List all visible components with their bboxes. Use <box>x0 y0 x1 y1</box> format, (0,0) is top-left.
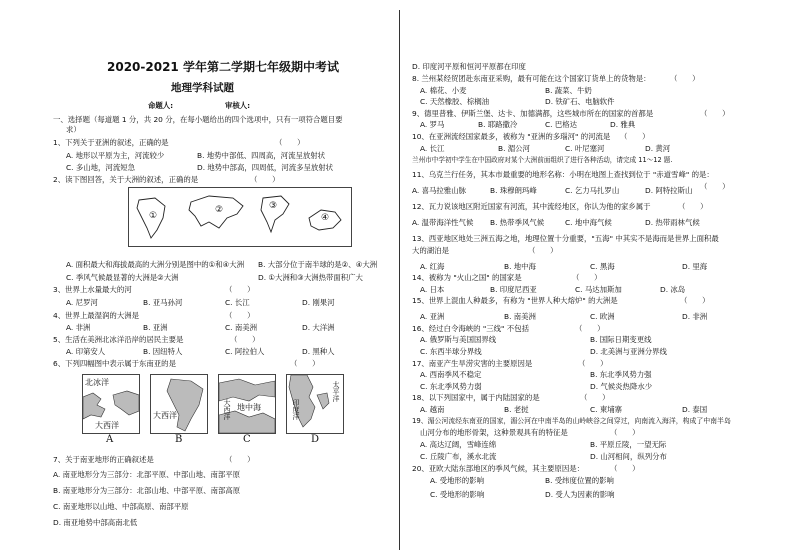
section1-instructions-2: 求） <box>66 125 81 134</box>
q4-option-b: B. 亚洲 <box>143 323 168 332</box>
q10-option-d: D. 黄河 <box>645 144 671 153</box>
q7-option-c: C. 南亚地形以山地、中部高原、南部平原 <box>53 502 189 511</box>
map-letter-c: C <box>243 434 251 445</box>
q9-stem: 9、德里普雅、伊斯兰堡、达卡、加德满都，这些城市所在的国家的首都是 <box>412 109 654 118</box>
q10-paren: （ ） <box>620 132 650 141</box>
q9-option-b: B. 耶路撒冷 <box>478 120 518 129</box>
map-b-label-1: 大西洋 <box>153 411 177 420</box>
q4-option-d: D. 大洋洲 <box>302 323 335 332</box>
q2-option-a: A. 面积最大和海拔最高的大洲分别是图中的①和④大洲 <box>66 260 245 269</box>
exam-title: 2020-2021 学年第二学期七年级期中考试 <box>107 60 339 74</box>
q4-option-c: C. 南美洲 <box>225 323 258 332</box>
q13-paren: （ ） <box>528 246 558 255</box>
q15-option-a: A. 亚洲 <box>420 312 445 321</box>
q19-option-d: D. 山河相间，纵列分布 <box>590 452 667 461</box>
q5-option-c: C. 阿拉伯人 <box>225 347 265 356</box>
q20-option-c: C. 受地形的影响 <box>430 490 485 499</box>
fig-label-2: ② <box>215 205 224 215</box>
q2-option-d: D. ①大洲和③大洲热带面积广大 <box>258 273 363 282</box>
q14-option-a: A. 日本 <box>420 285 445 294</box>
map-a <box>82 374 140 434</box>
q11-stem: 11、乌克兰行任务，其本市最重要的地形名称：小明在地图上查找到位于 "赤道雪峰" 的是： <box>412 170 714 179</box>
q12-option-c: C. 地中海气候 <box>565 218 612 227</box>
section1-instructions: 一、选择题（每道题 1 分，共 20 分，在每小题给出的四个选项中，只有一项符合题目要 <box>53 115 343 124</box>
q16-paren: （ ） <box>575 324 605 333</box>
q14-option-c: C. 马达加斯加 <box>575 285 622 294</box>
q12-option-d: D. 热带雨林气候 <box>645 218 700 227</box>
q16-option-b: B. 国际日期变更线 <box>590 335 652 344</box>
q15-paren: （ ） <box>680 296 710 305</box>
q10-stem: 10、在亚洲流经国家最多，被称为 "亚洲的多瑙河" 的河流是 <box>412 132 611 141</box>
continents-figure <box>128 187 352 247</box>
q18-paren: （ ） <box>580 393 610 402</box>
q12-option-b: B. 热带季风气候 <box>490 218 545 227</box>
q17-stem: 17、南亚产生旱涝灾害的主要原因是 <box>412 359 533 368</box>
q5-paren: （ ） <box>230 335 260 344</box>
q5-option-a: A. 印第安人 <box>66 347 106 356</box>
q9-paren: （ ） <box>700 109 730 118</box>
q3-option-a: A. 尼罗河 <box>66 298 98 307</box>
q10-option-c: C. 叶尼塞河 <box>565 144 605 153</box>
q17-option-c: C. 东北季风势力弱 <box>420 382 482 391</box>
q11-option-a: A. 喜马拉雅山脉 <box>412 186 466 195</box>
q1-stem: 1、下列关于亚洲的叙述，正确的是 <box>53 138 169 147</box>
q9-option-a: A. 罗马 <box>420 120 445 129</box>
q3-stem: 3、世界上水量最大的河 <box>53 285 132 294</box>
q11-option-d: D. 阿特拉斯山 <box>645 186 693 195</box>
map-c-label-2: 地中海 <box>237 403 261 412</box>
q4-option-a: A. 非洲 <box>66 323 91 332</box>
q10-option-b: B. 湄公河 <box>498 144 530 153</box>
exam-subtitle: 地理学科试题 <box>171 82 234 94</box>
q15-option-d: D. 非洲 <box>682 312 708 321</box>
setter-label: 命题人: <box>148 101 174 110</box>
map-letter-b: B <box>175 434 183 445</box>
q16-option-a: A. 俄罗斯与美国国界线 <box>420 335 497 344</box>
fig-label-4: ④ <box>321 213 330 223</box>
map-a-label-1: 北冰洋 <box>85 378 109 387</box>
q12-stem: 12、瓦力说该地区附近国家有河流，其中流经地区，你认为他的家乡属于 <box>412 202 651 211</box>
q5-option-b: B. 因纽特人 <box>143 347 183 356</box>
q12-paren: （ ） <box>678 202 708 211</box>
q16-option-c: C. 东西半球分界线 <box>420 347 482 356</box>
continents-svg <box>129 188 351 246</box>
q7-option-b: B. 南亚地形分为三部分：北部山地、中部平原、南部高原 <box>53 486 241 495</box>
q19-option-c: C. 丘陵广布，溪水北流 <box>420 452 497 461</box>
q15-option-b: B. 南美洲 <box>504 312 536 321</box>
q16-stem: 16、经过白令海峡的 "三线" 不包括 <box>412 324 529 333</box>
q11-option-c: C. 乞力马扎罗山 <box>565 186 620 195</box>
q14-option-b: B. 印度尼西亚 <box>490 285 537 294</box>
q11-paren: （ ） <box>700 182 730 191</box>
map-letter-d: D <box>311 434 320 445</box>
q20-stem: 20、亚欧大陆东部地区的季风气候，其主要原因是： <box>412 464 585 473</box>
q19-stem-2: 山河分布的地形骨架，这种景观具有的特征是 <box>420 428 568 437</box>
map-b <box>150 374 208 434</box>
map-a-label-2: 大西洋 <box>95 421 119 430</box>
q8-stem: 8. 兰州某经贸团赴东南亚采购，最有可能在这个国家订货单上的货物是： <box>412 74 651 83</box>
q4-stem: 4、世界上最湿润的大洲是 <box>53 311 140 320</box>
q17-option-d: D. 气候炎热降水少 <box>590 382 653 391</box>
q8-option-a: A. 棉花、小麦 <box>420 86 467 95</box>
q18-option-a: A. 越南 <box>420 405 445 414</box>
q2-paren: （ ） <box>250 175 280 184</box>
q1-option-b: B. 地势中部低、四周高，河流呈放射状 <box>197 151 326 160</box>
q14-option-d: D. 冰岛 <box>660 285 686 294</box>
map-c <box>218 374 276 434</box>
q7-option-d-cont: D. 印度河平原和恒河平原都在印度 <box>412 62 526 71</box>
map-letter-a: A <box>106 434 114 445</box>
q12-option-a: A. 温带海洋性气候 <box>412 218 474 227</box>
q17-option-b: B. 东北季风势力强 <box>590 370 652 379</box>
q8-option-c: C. 天然橡胶、棕榈油 <box>420 97 489 106</box>
q3-paren: （ ） <box>225 285 255 294</box>
reviewer-label: 审核人: <box>225 101 251 110</box>
q2-option-c: C. 季风气候最显著的大洲是②大洲 <box>66 273 179 282</box>
q16-option-d: D. 北美洲与亚洲分界线 <box>590 347 667 356</box>
q14-stem: 14、被称为 "火山之国" 的国家是 <box>412 273 522 282</box>
q8-option-d: D. 铁矿石、电脑软件 <box>545 97 615 106</box>
q3-option-c: C. 长江 <box>225 298 250 307</box>
q7-option-d: D. 南亚地势中部高南北低 <box>53 518 138 527</box>
q4-paren: （ ） <box>225 311 255 320</box>
q3-option-b: B. 亚马孙河 <box>143 298 183 307</box>
q2-option-b: B. 大部分位于南半球的是②、④大洲 <box>258 260 378 269</box>
map-d-label-2: 印度洋 <box>292 399 300 420</box>
q1-paren: （ ） <box>275 138 305 147</box>
q17-paren: （ ） <box>578 359 608 368</box>
q15-option-c: C. 欧洲 <box>590 312 615 321</box>
q19-paren: （ ） <box>610 428 640 437</box>
map-d-label-1: 太平洋 <box>332 381 340 402</box>
q20-option-b: B. 受纬度位置的影响 <box>545 476 614 485</box>
fig-label-1: ① <box>149 211 158 221</box>
q11-12-note: 兰州市中学初中学生在中国政府对某个大洲前面组织了进行各种活动，请完成 11～12 题. <box>412 156 673 164</box>
q20-option-a: A. 受地形的影响 <box>430 476 484 485</box>
q11-option-b: B. 珠穆朗玛峰 <box>490 186 537 195</box>
q6-stem: 6、下列四幅图中表示属于东南亚的是 <box>53 359 176 368</box>
q8-paren: （ ） <box>670 74 700 83</box>
q1-option-c: C. 多山地，河流短急 <box>66 163 135 172</box>
q6-paren: （ ） <box>290 359 320 368</box>
q9-option-c: C. 巴格达 <box>545 120 578 129</box>
q7-option-a: A. 南亚地形分为三部分：北部平原、中部山地、南部平原 <box>53 470 241 479</box>
q15-stem: 15、世界上混血人种最多，有称为 "世界人种大熔炉" 的大洲是 <box>412 296 618 305</box>
q18-option-b: B. 老挝 <box>504 405 529 414</box>
q13-option-d: D. 里海 <box>682 262 708 271</box>
q1-option-a: A. 地形以平原为主，河流较少 <box>66 151 165 160</box>
q5-option-d: D. 黑种人 <box>302 347 335 356</box>
q18-stem: 18、以下列国家中，属于内陆国家的是 <box>412 393 540 402</box>
q17-option-a: A. 西南季风不稳定 <box>420 370 482 379</box>
q5-stem: 5、生活在美洲北冰洋沿岸的居民主要是 <box>53 335 184 344</box>
q20-option-d: D. 受人为因素的影响 <box>545 490 615 499</box>
q18-option-d: D. 泰国 <box>682 405 708 414</box>
q13-option-a: A. 红海 <box>420 262 445 271</box>
q7-paren: （ ） <box>225 455 255 464</box>
q2-stem: 2、读下图回答，关于大洲的叙述，正确的是 <box>53 175 199 184</box>
q18-option-c: C. 柬埔寨 <box>590 405 623 414</box>
q14-paren: （ ） <box>572 273 602 282</box>
q1-option-d: D. 地势中部高，四周低，河流多呈放射状 <box>197 163 334 172</box>
q3-option-d: D. 刚果河 <box>302 298 335 307</box>
q20-paren: （ ） <box>610 464 640 473</box>
q13-option-b: B. 地中海 <box>504 262 536 271</box>
q13-option-c: C. 黑海 <box>590 262 615 271</box>
q13-stem-2: 大的湖泊是 <box>412 246 449 255</box>
q19-option-b: B. 平原丘陵，一望无际 <box>590 440 667 449</box>
q10-option-a: A. 长江 <box>420 144 445 153</box>
right-column <box>400 0 794 560</box>
map-d <box>286 374 344 434</box>
q19-stem: 19、湄公河流经东南亚的国家，湄公河在中南半岛的山岭峡谷之间穿过，向南流入海洋，构成了中南半岛 <box>412 417 731 425</box>
map-c-label-1: 大西洋 <box>223 399 231 420</box>
fig-label-3: ③ <box>269 201 278 211</box>
map-b-svg <box>151 375 207 433</box>
q13-stem: 13、西亚地区地处三洲五海之地，地理位置十分重要，"五海" 中其实不是海而是世界上面积最 <box>412 234 719 243</box>
q9-option-d: D. 雅典 <box>610 120 636 129</box>
q8-option-b: B. 蔬菜、牛奶 <box>545 86 592 95</box>
q7-stem: 7、关于南亚地形的正确叙述是 <box>53 455 154 464</box>
q19-option-a: A. 高达辽阔，雪峰连绵 <box>420 440 497 449</box>
